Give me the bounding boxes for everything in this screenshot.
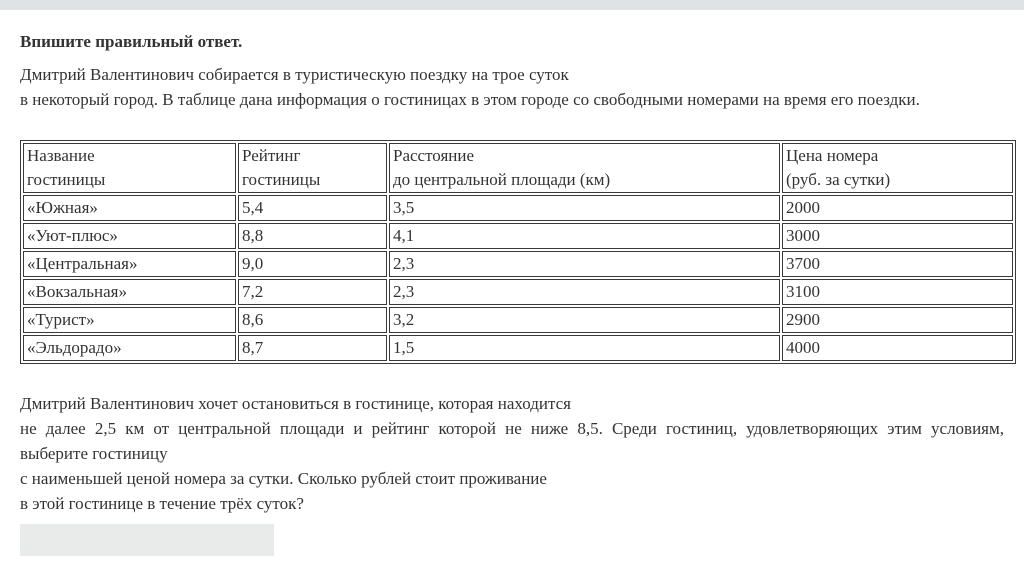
header-line: Расстояние [393, 146, 475, 165]
table-row [23, 195, 1013, 221]
page-title: Впишите правильный ответ. [20, 32, 243, 51]
header-line: гостиницы [242, 170, 321, 189]
table-cell: 7,2 [238, 279, 387, 305]
question-line: в этой гостинице в течение трёх суток? [20, 494, 304, 513]
question-line: не далее 2,5 км от центральной площади и рейтинг которой не ниже 8,5. Среди гостиниц, удовлетворяющих этим условиям, [20, 419, 1004, 438]
quiz-page [0, 29, 1024, 556]
header-cell-rating [238, 143, 387, 193]
table-row [23, 251, 1013, 277]
table-row [23, 223, 1013, 249]
header-line: гостиницы [27, 170, 106, 189]
header-line: (руб. за сутки) [786, 170, 891, 189]
hotel-table [20, 140, 1016, 364]
table-cell: 8,6 [238, 307, 387, 333]
hotel-table-header [23, 143, 1013, 193]
header-line: Цена номера [786, 146, 879, 165]
header-row [23, 143, 1013, 193]
intro-line: Дмитрий Валентинович собирается в туристическую поездку на трое суток [20, 65, 569, 84]
intro-paragraph [20, 62, 1004, 112]
question-paragraph [20, 391, 1004, 516]
table-cell: 9,0 [238, 251, 387, 277]
table-cell: 1,5 [389, 335, 780, 361]
table-cell: 2,3 [389, 251, 780, 277]
table-cell: «Южная» [23, 195, 236, 221]
table-cell: 3,5 [389, 195, 780, 221]
table-cell: «Уют-плюс» [23, 223, 236, 249]
table-cell: 3000 [782, 223, 1013, 249]
table-cell: 3,2 [389, 307, 780, 333]
answer-input[interactable] [20, 524, 274, 556]
table-row [23, 335, 1013, 361]
table-cell: 2,3 [389, 279, 780, 305]
table-cell: «Вокзальная» [23, 279, 236, 305]
header-cell-distance [389, 143, 780, 193]
table-cell: «Эльдорадо» [23, 335, 236, 361]
header-line: Рейтинг [242, 146, 301, 165]
table-cell: «Турист» [23, 307, 236, 333]
table-cell: 5,4 [238, 195, 387, 221]
table-cell: 3700 [782, 251, 1013, 277]
question-line: выберите гостиницу [20, 444, 168, 463]
table-cell: 8,7 [238, 335, 387, 361]
table-cell: «Центральная» [23, 251, 236, 277]
intro-line: в некоторый город. В таблице дана информация о гостиницах в этом городе со свободными номерами на время его поездки. [20, 90, 920, 109]
table-cell: 2000 [782, 195, 1013, 221]
table-cell: 2900 [782, 307, 1013, 333]
answer-area [20, 524, 1004, 556]
header-line: Название [27, 146, 95, 165]
table-row [23, 279, 1013, 305]
top-bar [0, 0, 1024, 10]
header-cell-hotel-name [23, 143, 236, 193]
header-line: до центральной площади (км) [393, 170, 611, 189]
table-row [23, 307, 1013, 333]
table-cell: 8,8 [238, 223, 387, 249]
table-cell: 3100 [782, 279, 1013, 305]
table-cell: 4,1 [389, 223, 780, 249]
table-cell: 4000 [782, 335, 1013, 361]
question-line: с наименьшей ценой номера за сутки. Сколько рублей стоит проживание [20, 469, 547, 488]
question-line: Дмитрий Валентинович хочет остановиться в гостинице, которая находится [20, 394, 572, 413]
header-cell-price [782, 143, 1013, 193]
hotel-table-body [23, 195, 1013, 361]
